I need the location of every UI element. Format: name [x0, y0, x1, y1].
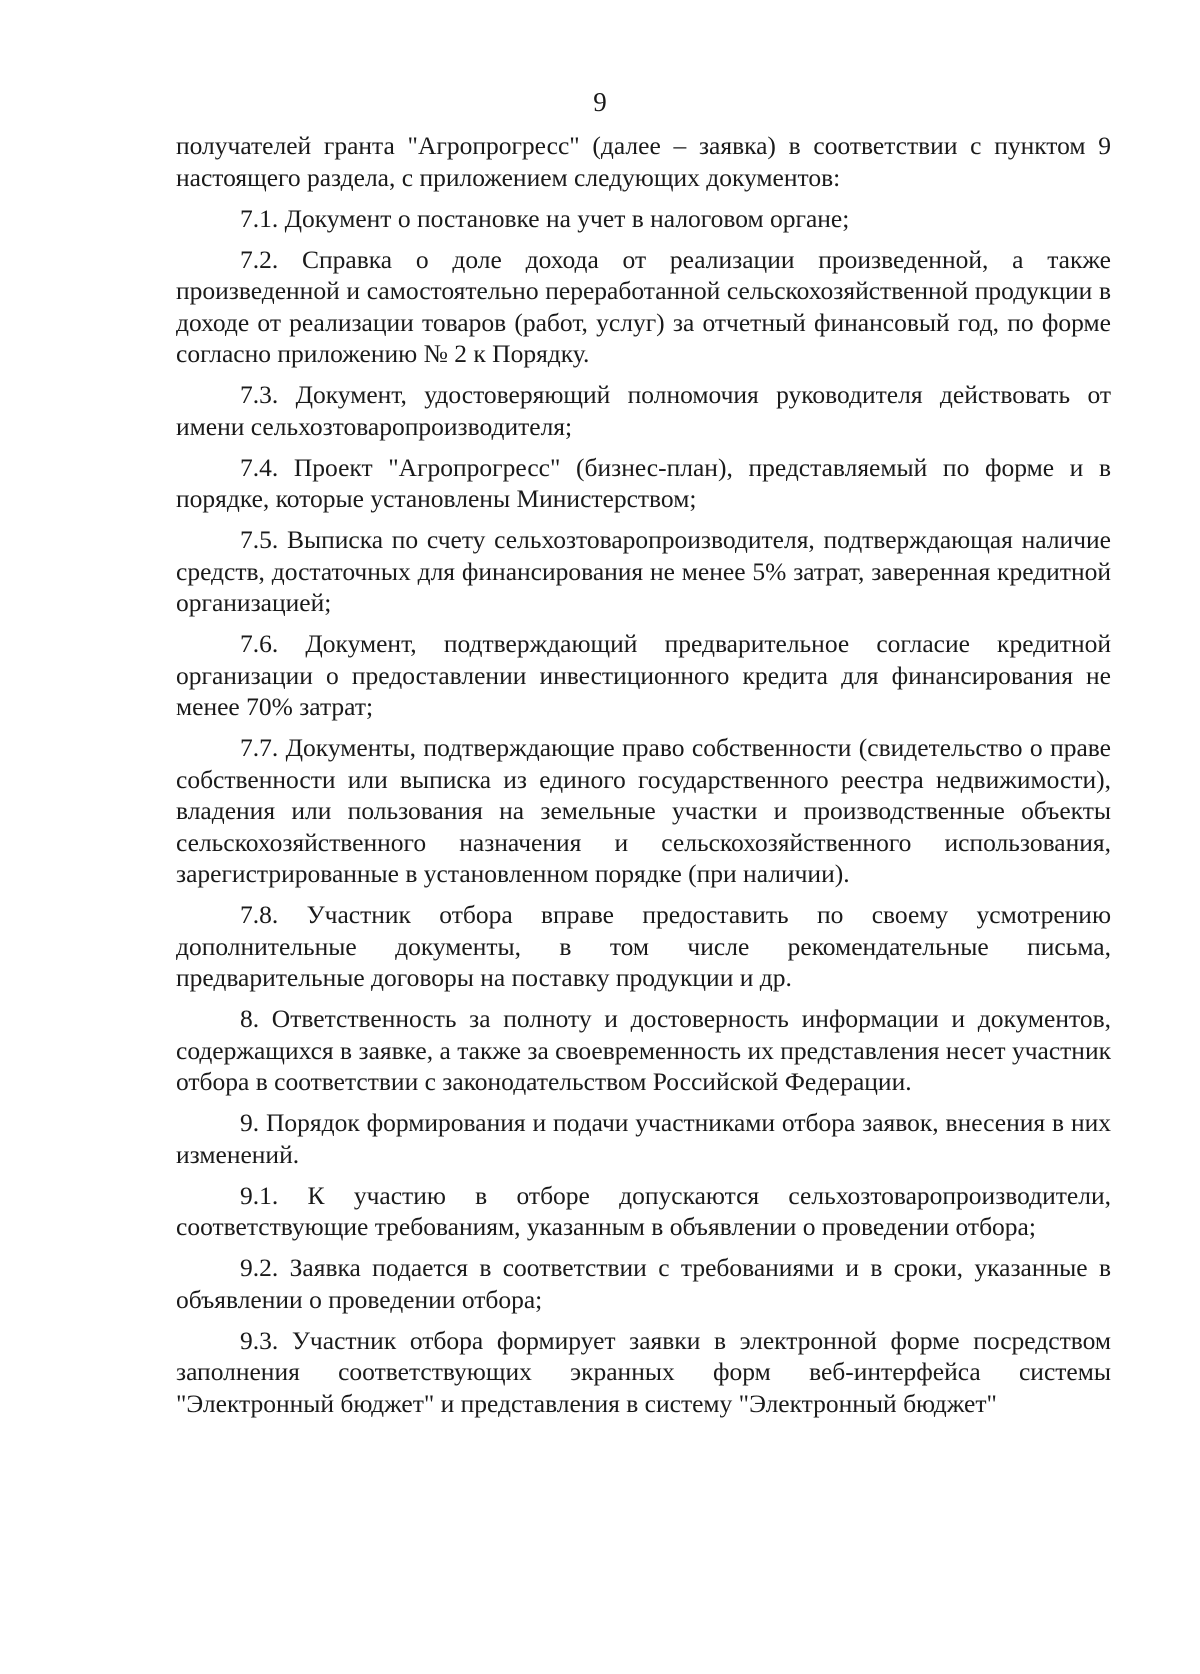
- paragraph-9: 9. Порядок формирования и подачи участниками отбора заявок, внесения в них изменений.: [176, 1108, 1111, 1169]
- paragraph-7-1: 7.1. Документ о постановке на учет в налоговом органе;: [240, 203, 850, 233]
- paragraph-7-3: 7.3. Документ, удостоверяющий полномочия руководителя действовать от имени сельхозтоваропроизводителя;: [176, 380, 1111, 441]
- paragraph-7-7: 7.7. Документы, подтверждающие право собственности (свидетельство о праве собственности или выписка из единого государственного реестра недвижимости), владения или пользования на земельные участки и производственные объекты сельскохозяйственного назначения и сельскохозяйственного использования, зарегистрированные в установленном порядке (при наличии).: [176, 733, 1111, 888]
- paragraph-continuation: получателей гранта "Агропрогресс" (далее – заявка) в соответствии с пунктом 9 настоящего раздела, с приложением следующих документов:: [176, 131, 1111, 192]
- paragraph-7-5: 7.5. Выписка по счету сельхозтоваропроизводителя, подтверждающая наличие средств, достаточных для финансирования не менее 5% затрат, заверенная кредитной организацией;: [176, 525, 1111, 617]
- paragraph-7-4: 7.4. Проект "Агропрогресс" (бизнес-план), представляемый по форме и в порядке, которые установлены Министерством;: [176, 452, 1111, 513]
- paragraph-9-3: 9.3. Участник отбора формирует заявки в электронной форме посредством заполнения соответствующих экранных форм веб-интерфейса системы "Электронный бюджет" и представления в систему "Электронный бюджет": [176, 1325, 1111, 1418]
- paragraph-7-8: 7.8. Участник отбора вправе предоставить по своему усмотрению дополнительные документы, в том числе рекомендательные письма, предварительные договоры на поставку продукции и др.: [176, 900, 1111, 992]
- paragraph-8: 8. Ответственность за полноту и достоверность информации и документов, содержащихся в заявке, а также за своевременность их представления несет участник отбора в соответствии с законодательством Российской Федерации.: [176, 1004, 1111, 1096]
- document-body: [176, 130, 1111, 1429]
- paragraph-9-2: 9.2. Заявка подается в соответствии с требованиями и в сроки, указанные в объявлении о проведении отбора;: [176, 1253, 1111, 1314]
- paragraph-7-6: 7.6. Документ, подтверждающий предварительное согласие кредитной организации о предоставлении инвестиционного кредита для финансирования не менее 70% затрат;: [176, 629, 1111, 721]
- paragraph-9-1: 9.1. К участию в отборе допускаются сельхозтоваропроизводители, соответствующие требованиям, указанным в объявлении о проведении отбора;: [176, 1180, 1111, 1241]
- page-number: 9: [593, 87, 607, 117]
- paragraph-7-2: 7.2. Справка о доле дохода от реализации произведенной, а также произведенной и самостоятельно переработанной сельскохозяйственной продукции в доходе от реализации товаров (работ, услуг) за отчетный финансовый год, по форме согласно приложению № 2 к Порядку.: [176, 244, 1111, 368]
